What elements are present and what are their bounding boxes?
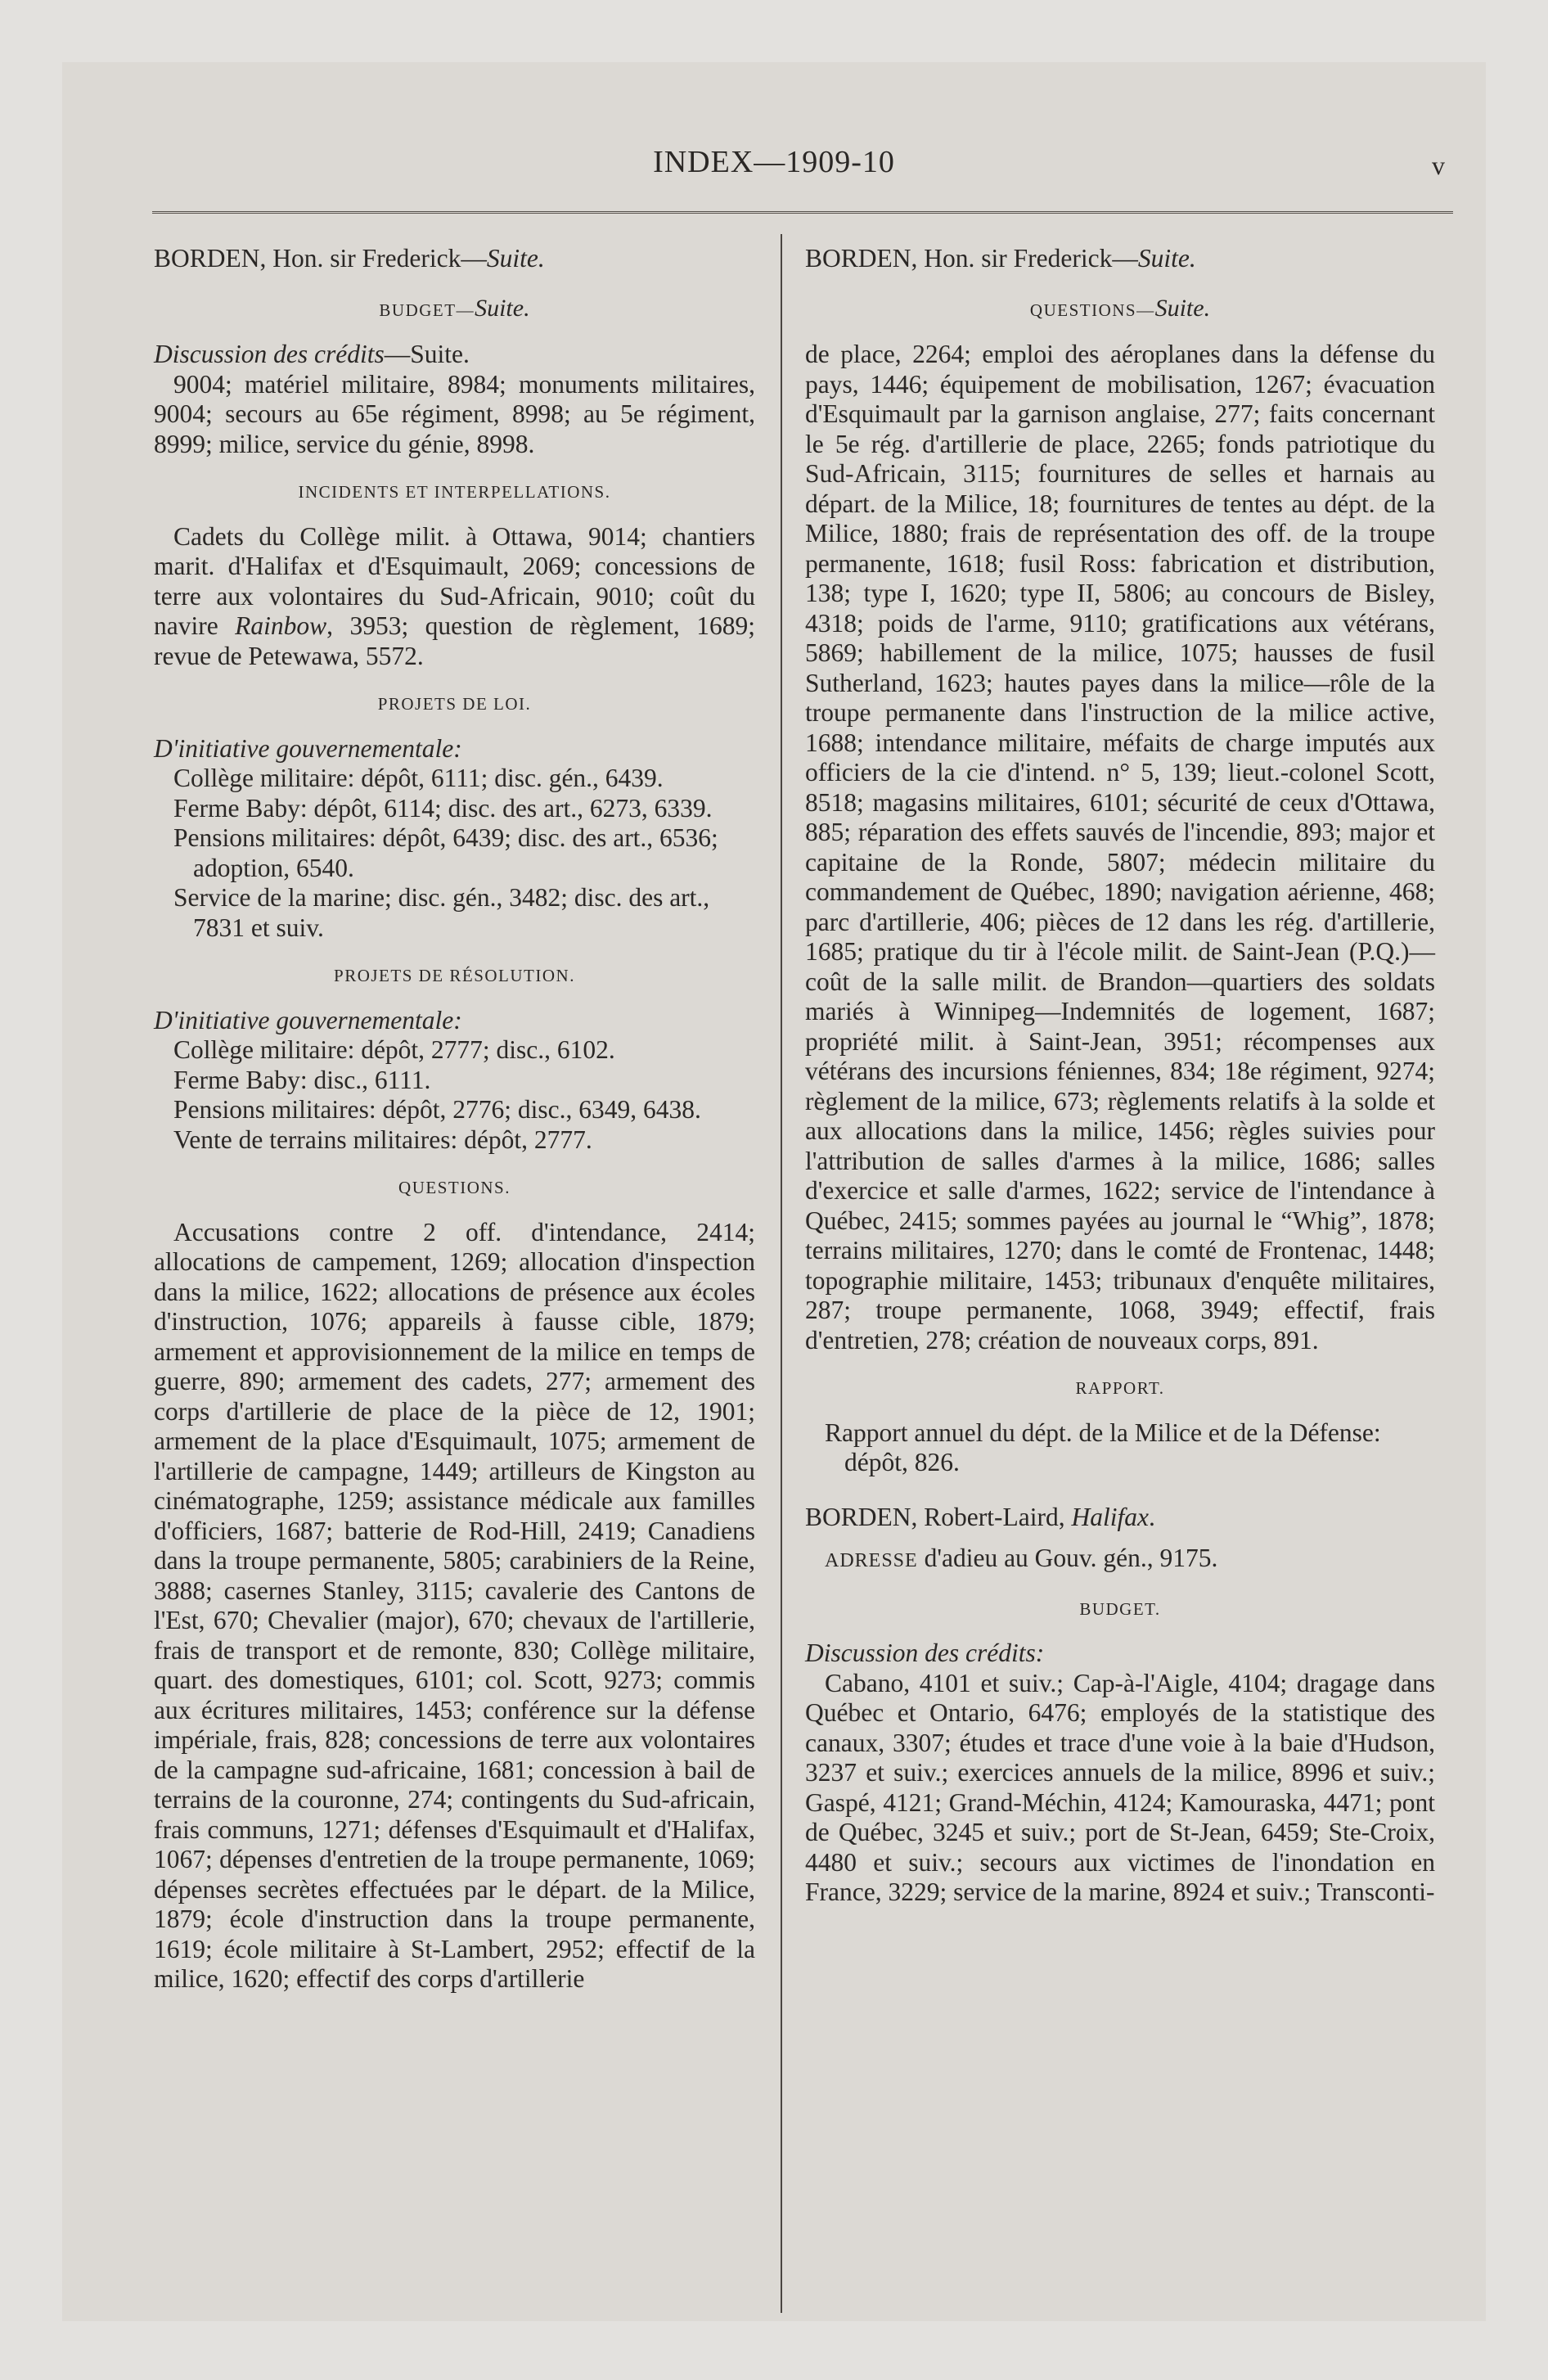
budget-label: BUDGET— <box>379 300 475 320</box>
page-header <box>62 144 1486 193</box>
section-heading-budget: BUDGET. <box>1079 1598 1161 1619</box>
adresse-body: d'adieu au Gouv. gén., 9175. <box>917 1544 1218 1572</box>
subheading-discussion: Discussion des crédits: <box>805 1639 1045 1667</box>
list-item: Pensions militaires: dépôt, 6439; disc. des art., 6536; adoption, 6540. <box>173 823 718 882</box>
discussion-text: Cabano, 4101 et suiv.; Cap-à-l'Aigle, 4104; dragage dans Québec et Ontario, 6476; employés de la statistique des canaux, 3307; études et trace d'une voie à la baie d'Hudson, 3237 et suiv.; exercices annuels de la milice, 8996 et suiv.; Gaspé, 4121; Grand-Méchin, 4124; Kamouraska, 4471; pont de Québec, 3245 et suiv.; port de St-Jean, 6459; Ste-Croix, 4480 et suiv.; secours aux victimes de l'inondation en France, 3229; service de la marine, 8924 et suiv.; Transconti- <box>805 1668 1435 1906</box>
incidents-text-a: Cadets du Collège milit. à Ottawa, 9014; chantiers marit. d'Halifax et d'Esquimault, 2069; concessions de terre aux volontaires du Sud-Africain, 9010; coût du navire <box>154 521 755 640</box>
subheading-discussion <box>154 340 755 370</box>
disc-label: Discussion des crédits <box>154 340 385 368</box>
running-title: INDEX—1909-10 <box>653 145 895 179</box>
entry-suite: Suite. <box>486 244 545 273</box>
budget-suite: Suite. <box>475 294 530 322</box>
entry-name: BORDEN, Robert-Laird, <box>805 1502 1072 1531</box>
subheading-initiative: D'initiative gouvernementale: <box>154 1005 462 1034</box>
section-heading-projets-resolution: PROJETS DE RÉSOLUTION. <box>334 966 575 985</box>
ship-name: Rainbow <box>235 611 327 640</box>
section-heading-questions: QUESTIONS. <box>398 1178 511 1197</box>
section-heading-budget <box>154 294 755 326</box>
entry-name: BORDEN, Hon. sir Frederick— <box>805 244 1138 273</box>
entry-riding: Halifax <box>1071 1502 1149 1531</box>
list-item: Ferme Baby: dépôt, 6114; disc. des art., 6273, 6339. <box>173 793 713 823</box>
entry-suite: Suite. <box>1137 244 1196 273</box>
incidents-text <box>154 522 755 672</box>
entry-end: . <box>1148 1502 1155 1531</box>
column-divider <box>781 234 782 2313</box>
entry-heading <box>154 244 755 274</box>
list-item: Service de la marine; disc. gén., 3482; disc. des art., 7831 et suiv. <box>173 883 710 942</box>
rapport-text: Rapport annuel du dépt. de la Milice et de la Défense: dépôt, 826. <box>825 1418 1381 1476</box>
disc-suite: —Suite. <box>384 340 470 368</box>
entry-heading <box>805 244 1435 274</box>
adresse-label: ADRESSE <box>825 1550 918 1571</box>
index-page <box>62 62 1486 2321</box>
entry-name: BORDEN, Hon. sir Frederick— <box>154 244 487 273</box>
section-heading-questions <box>805 294 1435 326</box>
questions-text: de place, 2264; emploi des aéroplanes dans la défense du pays, 1446; équipement de mobilisation, 1267; évacuation d'Esquimault par la garnison anglaise, 277; faits concernant le 5e rég. d'artillerie de place, 2265; fonds patriotique du Sud-Africain, 3115; fournitures de selles et harnais au départ. de la Milice, 18; fournitures de tentes au dépt. de la Milice, 1880; frais de représentation des off. de la troupe permanente, 1618; fusil Ross: fabrication et distribution, 138; type I, 1620; type II, 5806; au concours de Bisley, 4318; poids de l'arme, 9110; gratifications aux vétérans, 5869; habillement de la milice, 1075; hausses de fusil Sutherland, 1623; hautes payes dans la milice—rôle de la troupe permanente dans l'instruction de la milice active, 1688; intendance militaire, méfaits de charge imputés aux officiers de la cie d'intend. n° 5, 139; lieut.-colonel Scott, 8518; magasins militaires, 6101; sécurité de ceux d'Ottawa, 885; réparation des effets sauvés de l'incendie, 893; major et capitaine de la Ronde, 5807; médecin militaire du commandement de Québec, 1890; navigation aérienne, 468; parc d'artillerie, 406; pièces de 12 dans les rég. d'artillerie, 1685; pratique du tir à l'école milit. de Saint-Jean (P.Q.)—coût de la salle milit. de Brandon—quartiers des soldats mariés à Winnipeg—Indemnités de logement, 1687; propriété milit. à Saint-Jean, 3951; récompenses aux vétérans des incursions féniennes, 834; 18e régiment, 9274; règlement de la milice, 673; règlements relatifs à la solde et aux allocations dans la milice, 1456; règles suivies pour l'attribution de salles d'armes à la milice, 1686; salles d'exercice et salle d'armes, 1622; service de l'intendance à Québec, 2415; sommes payées au journal le “Whig”, 1878; terrains militaires, 1270; dans le comté de Frontenac, 1448; topographie militaire, 1453; tribunaux d'enquête militaires, 287; troupe permanente, 1068, 3949; effectif, frais d'entretien, 278; création de nouveaux corps, 891. <box>805 340 1435 1355</box>
left-column <box>154 244 755 1995</box>
section-heading-rapport: RAPPORT. <box>1075 1378 1165 1398</box>
section-heading-projets-loi: PROJETS DE LOI. <box>377 694 532 714</box>
list-item: Ferme Baby: disc., 6111. <box>173 1065 431 1094</box>
questions-suite: Suite. <box>1154 294 1211 322</box>
right-column <box>805 244 1435 1908</box>
incidents-text-b: , 3953; question de règlement, 1689; revue de Petewawa, 5572. <box>154 611 755 670</box>
adresse-text <box>805 1544 1435 1576</box>
list-item: Vente de terrains militaires: dépôt, 2777. <box>173 1125 592 1154</box>
discussion-text: 9004; matériel militaire, 8984; monuments militaires, 9004; secours au 65e régiment, 8998; au 5e régiment, 8999; milice, service du génie, 8998. <box>154 369 755 458</box>
list-item: Pensions militaires: dépôt, 2776; disc., 6349, 6438. <box>173 1095 701 1124</box>
list-item: Collège militaire: dépôt, 2777; disc., 6102. <box>173 1035 615 1064</box>
section-heading-incidents: INCIDENTS ET INTERPELLATIONS. <box>298 482 611 502</box>
header-rule <box>152 211 1453 214</box>
page-number: v <box>1432 151 1445 180</box>
questions-text: Accusations contre 2 off. d'intendance, 2414; allocations de campement, 1269; allocation d'inspection dans la milice, 1622; allocations de présence aux écoles d'instruction, 1076; appareils à fausse cible, 1879; armement et approvisionnement de la milice en temps de guerre, 890; armement des cadets, 277; armement des corps d'artillerie de place de la pièce de 12, 1901; armement de la place d'Esquimault, 1075; armement de l'artillerie de campagne, 1449; artilleurs de Kingston au cinématographe, 1259; assistance médicale aux familles d'officiers, 1687; batterie de Rod-Hill, 2419; Canadiens dans la troupe permanente, 5805; carabiniers de la Reine, 3888; casernes Stanley, 3115; cavalerie des Cantons de l'Est, 670; Chevalier (major), 670; chevaux de l'artillerie, frais de transport et de remonte, 830; Collège militaire, quart. des domestiques, 6101; col. Scott, 9273; commis aux écritures militaires, 1453; conférence sur la défense impériale, frais, 828; concessions de terre aux volontaires de la campagne sud-africaine, 1681; concession à bail de terrains de la couronne, 274; contingents du Sud-africain, frais communs, 1271; défenses d'Esquimault et d'Halifax, 1067; dépenses d'entretien de la troupe permanente, 1069; dépenses secrètes effectuées par le départ. de la Milice, 1879; école d'instruction dans la troupe permanente, 1619; école militaire à St-Lambert, 2952; effectif de la milice, 1620; effectif des corps d'artillerie <box>154 1217 755 1993</box>
list-item: Collège militaire: dépôt, 6111; disc. gén., 6439. <box>173 764 664 792</box>
subheading-initiative: D'initiative gouvernementale: <box>154 733 462 763</box>
questions-label: QUESTIONS— <box>1029 300 1155 320</box>
entry-heading <box>805 1503 1435 1533</box>
